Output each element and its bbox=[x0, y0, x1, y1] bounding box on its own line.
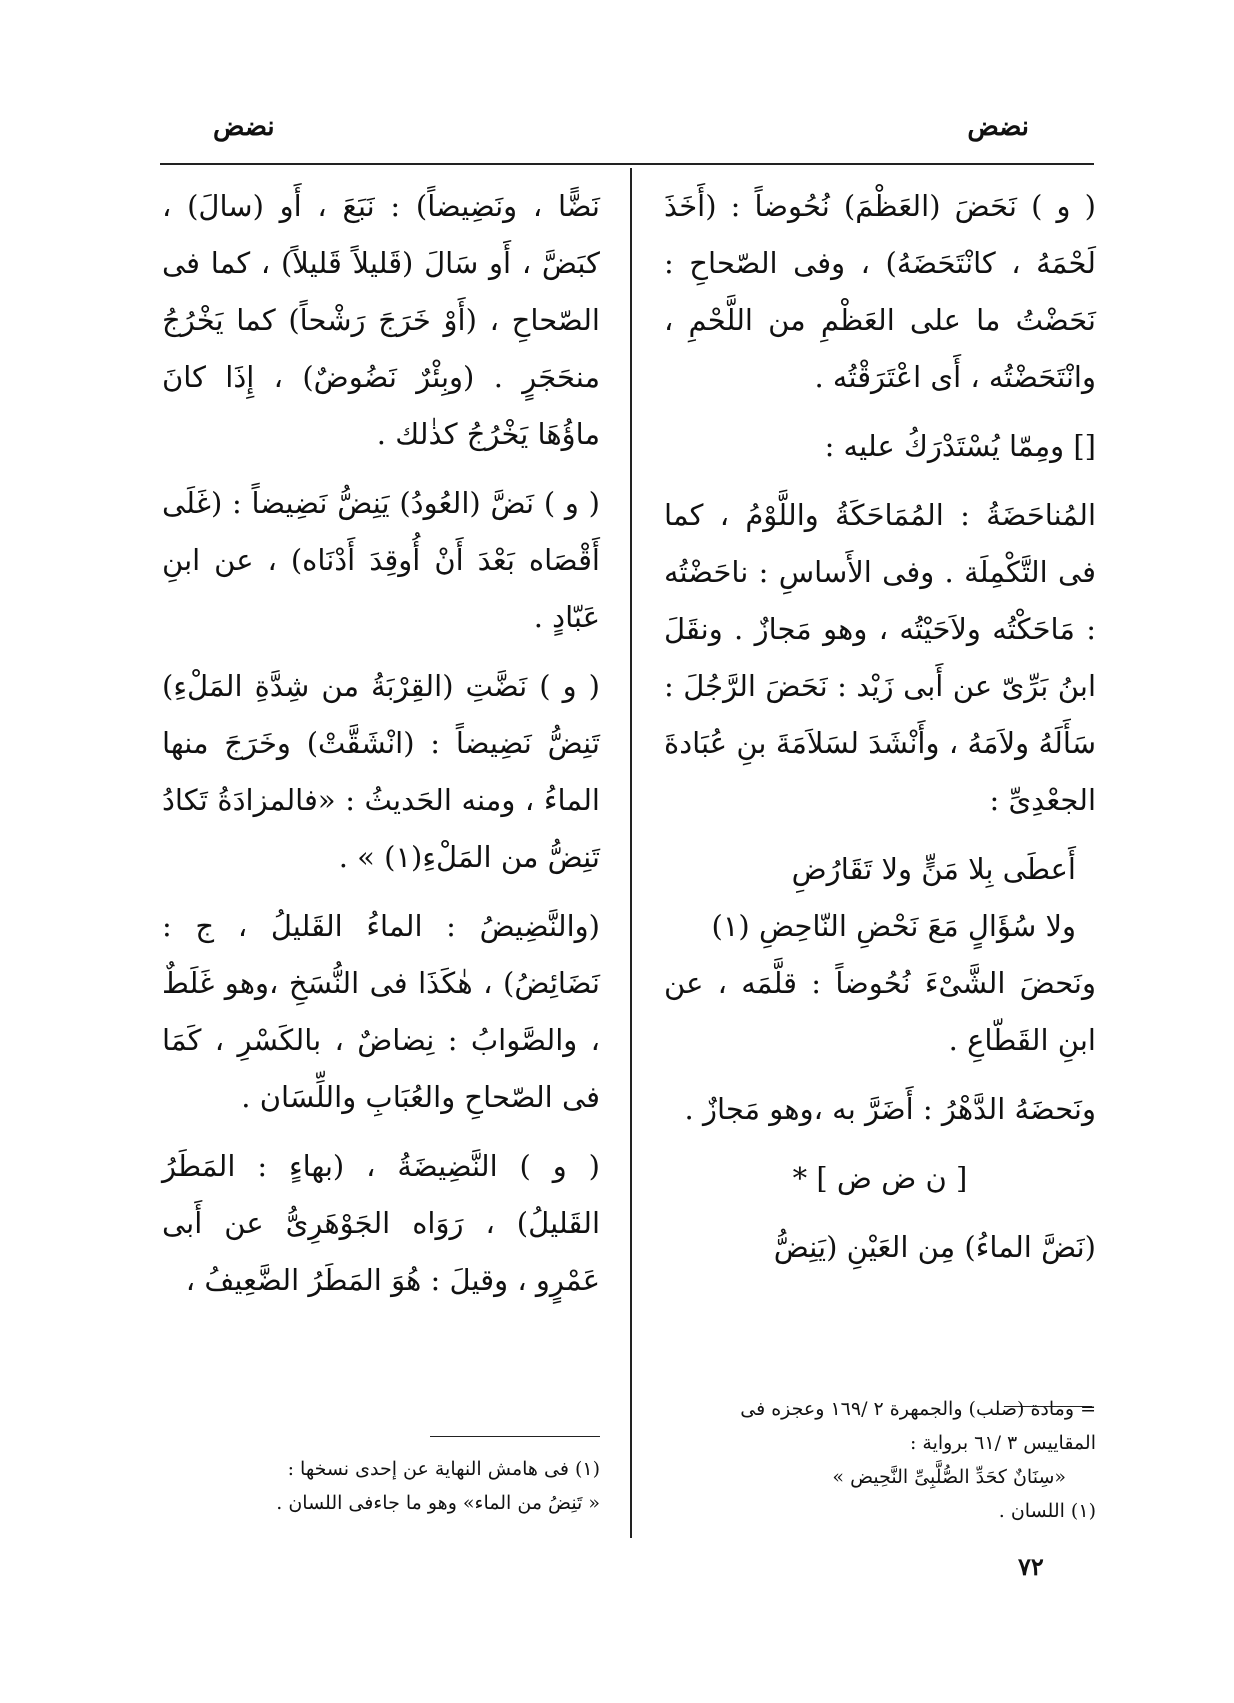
addendum-heading: [] ومِمّا يُسْتَدْرَكُ عليه : bbox=[824, 429, 1096, 463]
footnote-right bbox=[664, 1392, 1096, 1528]
root-heading: [ ن ض ض ] * bbox=[792, 1161, 968, 1195]
page-number: ٧٢ bbox=[1018, 1552, 1044, 1581]
entry-paragraph: نَضًّا ، ونَضِيضاً) : نَبَعَ ، أَو (سالَ) ، كبَضَّ ، أَو سَالَ (قَليلاً قَليلاً) ، كما فى الصّحاحِ ، (أَوْ خَرَجَ رَشْحاً) كما يَخْرُجُ منحَجَرٍ . (وبِئْرٌ نَضُوضٌ) ، إِذَا كانَ ماؤُهَا يَخْرُجُ كذٰلك . bbox=[162, 189, 600, 451]
running-header-right: نضض bbox=[967, 112, 1029, 142]
footnote-line: « تَنِضُ من الماء» وهو ما جاءفى اللسان . bbox=[276, 1492, 600, 1514]
verse-line: ولا سُؤَالٍ مَعَ نَحْضِ النّاحِضِ (١) bbox=[711, 909, 1076, 943]
footnote-line: (١) اللسان . bbox=[998, 1500, 1096, 1522]
verse-line: أَعطَى بِلا مَنٍّ ولا تَقَارُضِ bbox=[791, 852, 1076, 886]
entry-paragraph: (نَضَّ الماءُ) مِن العَيْنِ (يَنِضُّ bbox=[773, 1230, 1096, 1264]
entry-paragraph: (والنَّضِيضُ : الماءُ القَليلُ ، ج : نَضَائِضُ) ، هٰكَذَا فى النُّسَخِ ،وهو غَلَطٌ ، والصَّوابُ : نِضاضٌ ، بالكَسْرِ ، كَمَا فى الصّحاحِ والعُبَابِ واللِّسَان . bbox=[162, 909, 600, 1114]
entry-paragraph: ونَحضَهُ الدَّهْرُ : أَضَرَّ به ،وهو مَجازٌ . bbox=[684, 1092, 1096, 1126]
entry-paragraph: ( و ) النَّضِيضَةُ ، (بهاءٍ : المَطَرُ القَليلُ) ، رَوَاه الجَوْهَرِىُّ عن أَبى عَمْرٍو ، وقيلَ : هُوَ المَطَرُ الضَّعِيفُ ، bbox=[162, 1149, 600, 1297]
footnote-line: (١) فى هامش النهاية عن إحدى نسخها : bbox=[287, 1458, 600, 1480]
entry-paragraph: ونَحضَ الشَّىْءَ نُحُوضاً : قلَّمَه ، عن ابنِ القَطّاعِ . bbox=[664, 966, 1096, 1057]
header-rule bbox=[160, 163, 1094, 165]
right-column bbox=[664, 178, 1096, 1288]
footnote-line: «سِنَانٌ كحَدِّ الصُّلَّبِىِّ النَّحِيض » bbox=[832, 1466, 1066, 1488]
entry-paragraph: ( و ) نَضَّ (العُودُ) يَنِضُّ نَضِيضاً : (غَلَى أَقْصَاه بَعْدَ أَنْ أُوقِدَ أَدْنَاه) ، عن ابنِ عَبّادٍ . bbox=[162, 486, 600, 634]
footnote-line: = ومادة (صلب) والجمهرة ٢ /١٦٩ وعجزه فى المقاييس ٣ /٦١ برواية : bbox=[740, 1398, 1096, 1454]
entry-paragraph: ( و ) نَحَضَ (العَظْمَ) نُحُوضاً : (أَخَذَ لَحْمَهُ ، كانْتَحَضَهُ) ، وفى الصّحاحِ : نَحَضْتُ ما على العَظْمِ من اللَّحْمِ ، وانْتَحَضْتُه ، أَى اعْتَرَقْتُه . bbox=[664, 189, 1096, 394]
column-divider bbox=[630, 168, 632, 1538]
left-column bbox=[162, 178, 600, 1321]
footnote-left bbox=[160, 1452, 600, 1520]
running-header-left: نضض bbox=[213, 112, 275, 142]
footnote-rule-left bbox=[430, 1436, 600, 1437]
entry-paragraph: المُناحَضَةُ : المُمَاحَكَةُ واللَّوْمُ ، كما فى التَّكْمِلَة . وفى الأَساسِ : ناحَضْتُه : مَاحَكْتُه ولاَحَيْتُه ، وهو مَجازٌ . ونقَلَ ابنُ بَرِّىّ عن أَبى زَيْد : نَحَضَ الرَّجُلَ : سَأَلَهُ ولاَمَهُ ، وأَنْشَدَ لسَلاَمَةَ بنِ عُبَادةَ الجعْدِىِّ : bbox=[664, 498, 1096, 817]
entry-paragraph: ( و ) نَضَّتِ (القِرْبَةُ من شِدَّةِ المَلْءِ) تَنِضُّ نَضِيضاً : (انْشَقَّتْ) وخَرَجَ منها الماءُ ، ومنه الحَديثُ : «فالمزادَةُ تَكادُ تَنِضُّ من المَلْءِ(١) » . bbox=[162, 669, 600, 874]
